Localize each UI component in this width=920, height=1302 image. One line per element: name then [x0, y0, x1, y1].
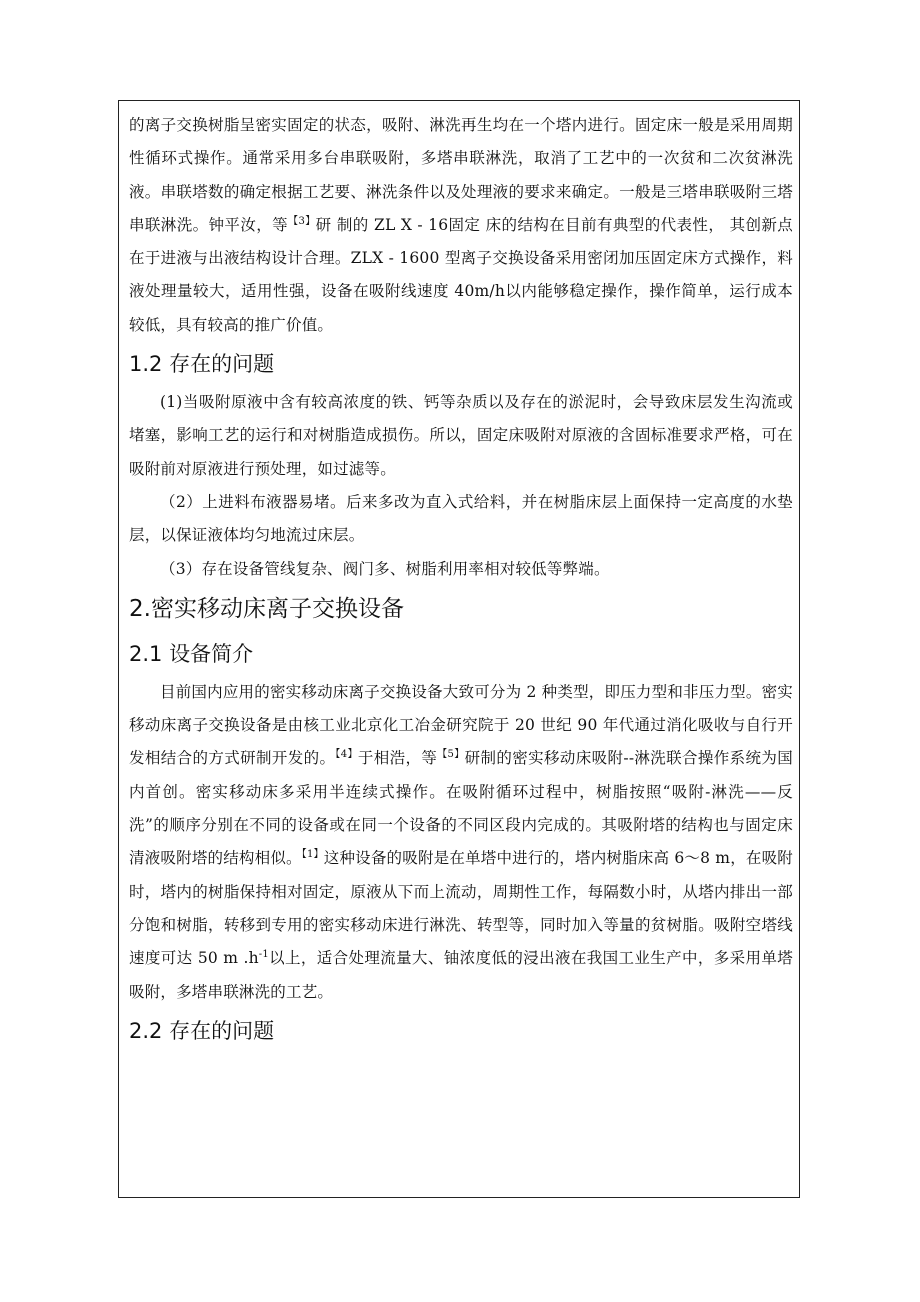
text-run: 的离子交换树脂呈密实固定的状态，吸附、淋洗再生均在一个塔内进行。固定床一般是采用周期性循环式操作。通常采用多台串联吸附，多塔串联淋洗，取消了工艺中的一次贫和二次贫淋洗液。串联塔数的确定根据工艺要、淋洗条件以及处理液的要求来确定。一般是三塔串联吸附三塔串联淋洗。钟平汝，等: [129, 116, 793, 234]
text-run: 目前国内应用的密实移动床离子交换设备大致可分为 2 种类型，即压力型和非压力型。密实移动床离子交换设备是由核工业北京化工冶金研究院于 20 世纪 90 年代通过消化吸收与自行开发相结合的方式研制开发的。: [129, 682, 793, 768]
citation-ref: 【5】: [437, 749, 465, 761]
section-heading-1-2: 1.2 存在的问题: [129, 352, 275, 377]
paragraph-problem-1: (1)当吸附原液中含有较高浓度的铁、钙等杂质以及存在的淤泥时，会导致床层发生沟流或堵塞，影响工艺的运行和对树脂造成损伤。所以，固定床吸附对原液的含固标准要求严格，可在吸附前对原液进行预处理，如过滤等。: [129, 393, 793, 478]
paragraph-moving-bed-intro: [129, 676, 793, 1009]
paragraph-fixed-bed-intro: [129, 109, 793, 342]
citation-ref: 【3】: [288, 215, 316, 227]
text-run: 以上，适合处理流量大、铀浓度低的浸出液在我国工业生产中，多采用单塔吸附，多塔串联淋洗的工艺。: [129, 949, 793, 1001]
text-run: 这种设备的吸附是在单塔中进行的，塔内树脂床高 6～8 m，在吸附时，塔内的树脂保持相对固定，原液从下而上流动，周期性工作，每隔数小时，从塔内排出一部分饱和树脂，转移到专用的密实移动床进行淋洗、转型等，同时加入等量的贫树脂。吸附空塔线速度可达 50 m .h: [129, 849, 794, 968]
paragraph-problem-3: （3）存在设备管线复杂、阀门多、树脂利用率相对较低等弊端。: [160, 559, 610, 578]
section-heading-2: 2.密实移动床离子交换设备: [129, 595, 404, 622]
citation-ref: 【4】: [335, 749, 358, 761]
text-run: 研 制的 ZL X - 16固定 床的结构在目前有典型的代表性， 其创新点在于进液与出液结构设计合理。ZLX - 1600 型离子交换设备采用密闭加压固定床方式操作，料液处理量较大，适用性强，设备在吸附线速度 40m/h以内能够稳定操作，操作简单，运行成本较低，具有较高的推广价值。: [129, 215, 793, 334]
citation-ref: 【1】: [301, 849, 324, 861]
document-content: [129, 109, 793, 1053]
section-heading-2-2: 2.2 存在的问题: [129, 1018, 275, 1043]
text-run: 于相浩，等: [357, 749, 438, 768]
unit-superscript: -1: [258, 949, 269, 961]
section-heading-2-1: 2.1 设备简介: [129, 641, 254, 666]
text-run: 研制的密实移动床吸附--淋洗联合操作系统为国内首创。密实移动床多采用半连续式操作。在吸附循环过程中，树脂按照“吸附-淋洗——反洗”的顺序分别在不同的设备或在同一个设备的不同区段内完成的。其吸附塔的结构也与固定床清液吸附塔的结构相似。: [129, 749, 793, 868]
paragraph-problem-2: （2）上进料布液器易堵。后来多改为直入式给料，并在树脂床层上面保持一定高度的水垫层，以保证液体均匀地流过床层。: [129, 492, 793, 545]
page-border-frame: [118, 100, 800, 1198]
